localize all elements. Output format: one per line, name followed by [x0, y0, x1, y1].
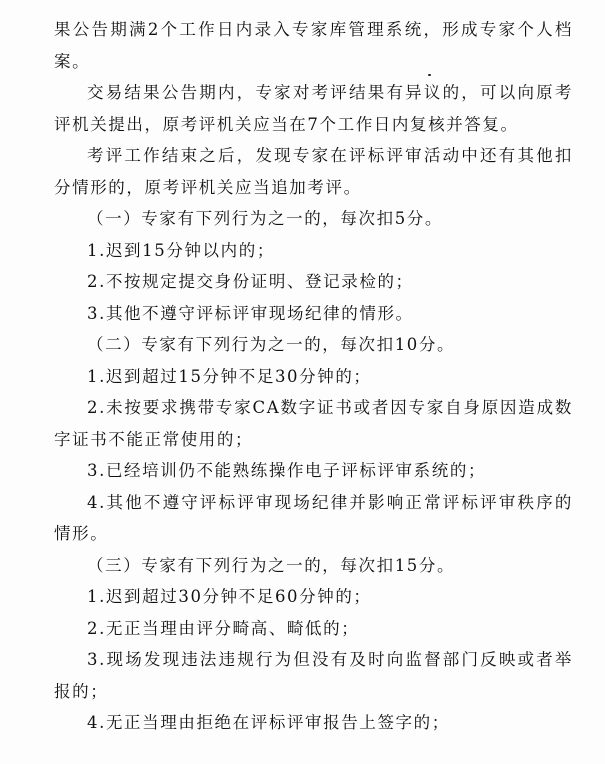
- paragraph-objection: 交易结果公告期内，专家对考评结果有异议的，可以向原考评机关提出，原考评机关应当在7个工作日内复核并答复。: [54, 83, 573, 134]
- scan-speck: [428, 74, 431, 76]
- list-item: 2.未按要求携带专家CA数字证书或者因专家自身原因造成数字证书不能正常使用的；: [54, 398, 573, 449]
- section-heading-deduct-5: （一）专家有下列行为之一的，每次扣5分。: [87, 209, 443, 228]
- list-item: 4.其他不遵守评标评审现场纪律并影响正常评标评审秩序的情形。: [54, 492, 573, 543]
- list-item: 3.其他不遵守评标评审现场纪律的情形。: [87, 303, 414, 323]
- paragraph-additional-evaluation: 考评工作结束之后，发现专家在评标评审活动中还有其他扣分情形的，原考评机关应当追加考评。: [54, 146, 573, 197]
- list-item: 4.无正当理由拒绝在评标评审报告上签字的；: [87, 713, 450, 732]
- list-item: 1.迟到15分钟以内的；: [87, 240, 275, 260]
- list-item: 2.不按规定提交身份证明、登记录检的；: [87, 272, 414, 291]
- list-item: 1.迟到超过30分钟不足60分钟的；: [87, 587, 372, 606]
- section-heading-deduct-10: （二）专家有下列行为之一的，每次扣10分。: [87, 335, 456, 354]
- section-heading-deduct-15: （三）专家有下列行为之一的，每次扣15分。: [87, 555, 456, 575]
- list-item: 3.现场发现违法违规行为但没有及时向监督部门反映或者举报的；: [54, 650, 573, 701]
- list-item: 2.无正当理由评分畸高、畸低的；: [87, 618, 360, 638]
- list-item: 3.已经培训仍不能熟练操作电子评标评审系统的；: [87, 461, 487, 480]
- paragraph-continuation: 果公告期满2个工作日内录入专家库管理系统，形成专家个人档案。: [54, 20, 573, 71]
- list-item: 1.迟到超过15分钟不足30分钟的；: [87, 366, 372, 386]
